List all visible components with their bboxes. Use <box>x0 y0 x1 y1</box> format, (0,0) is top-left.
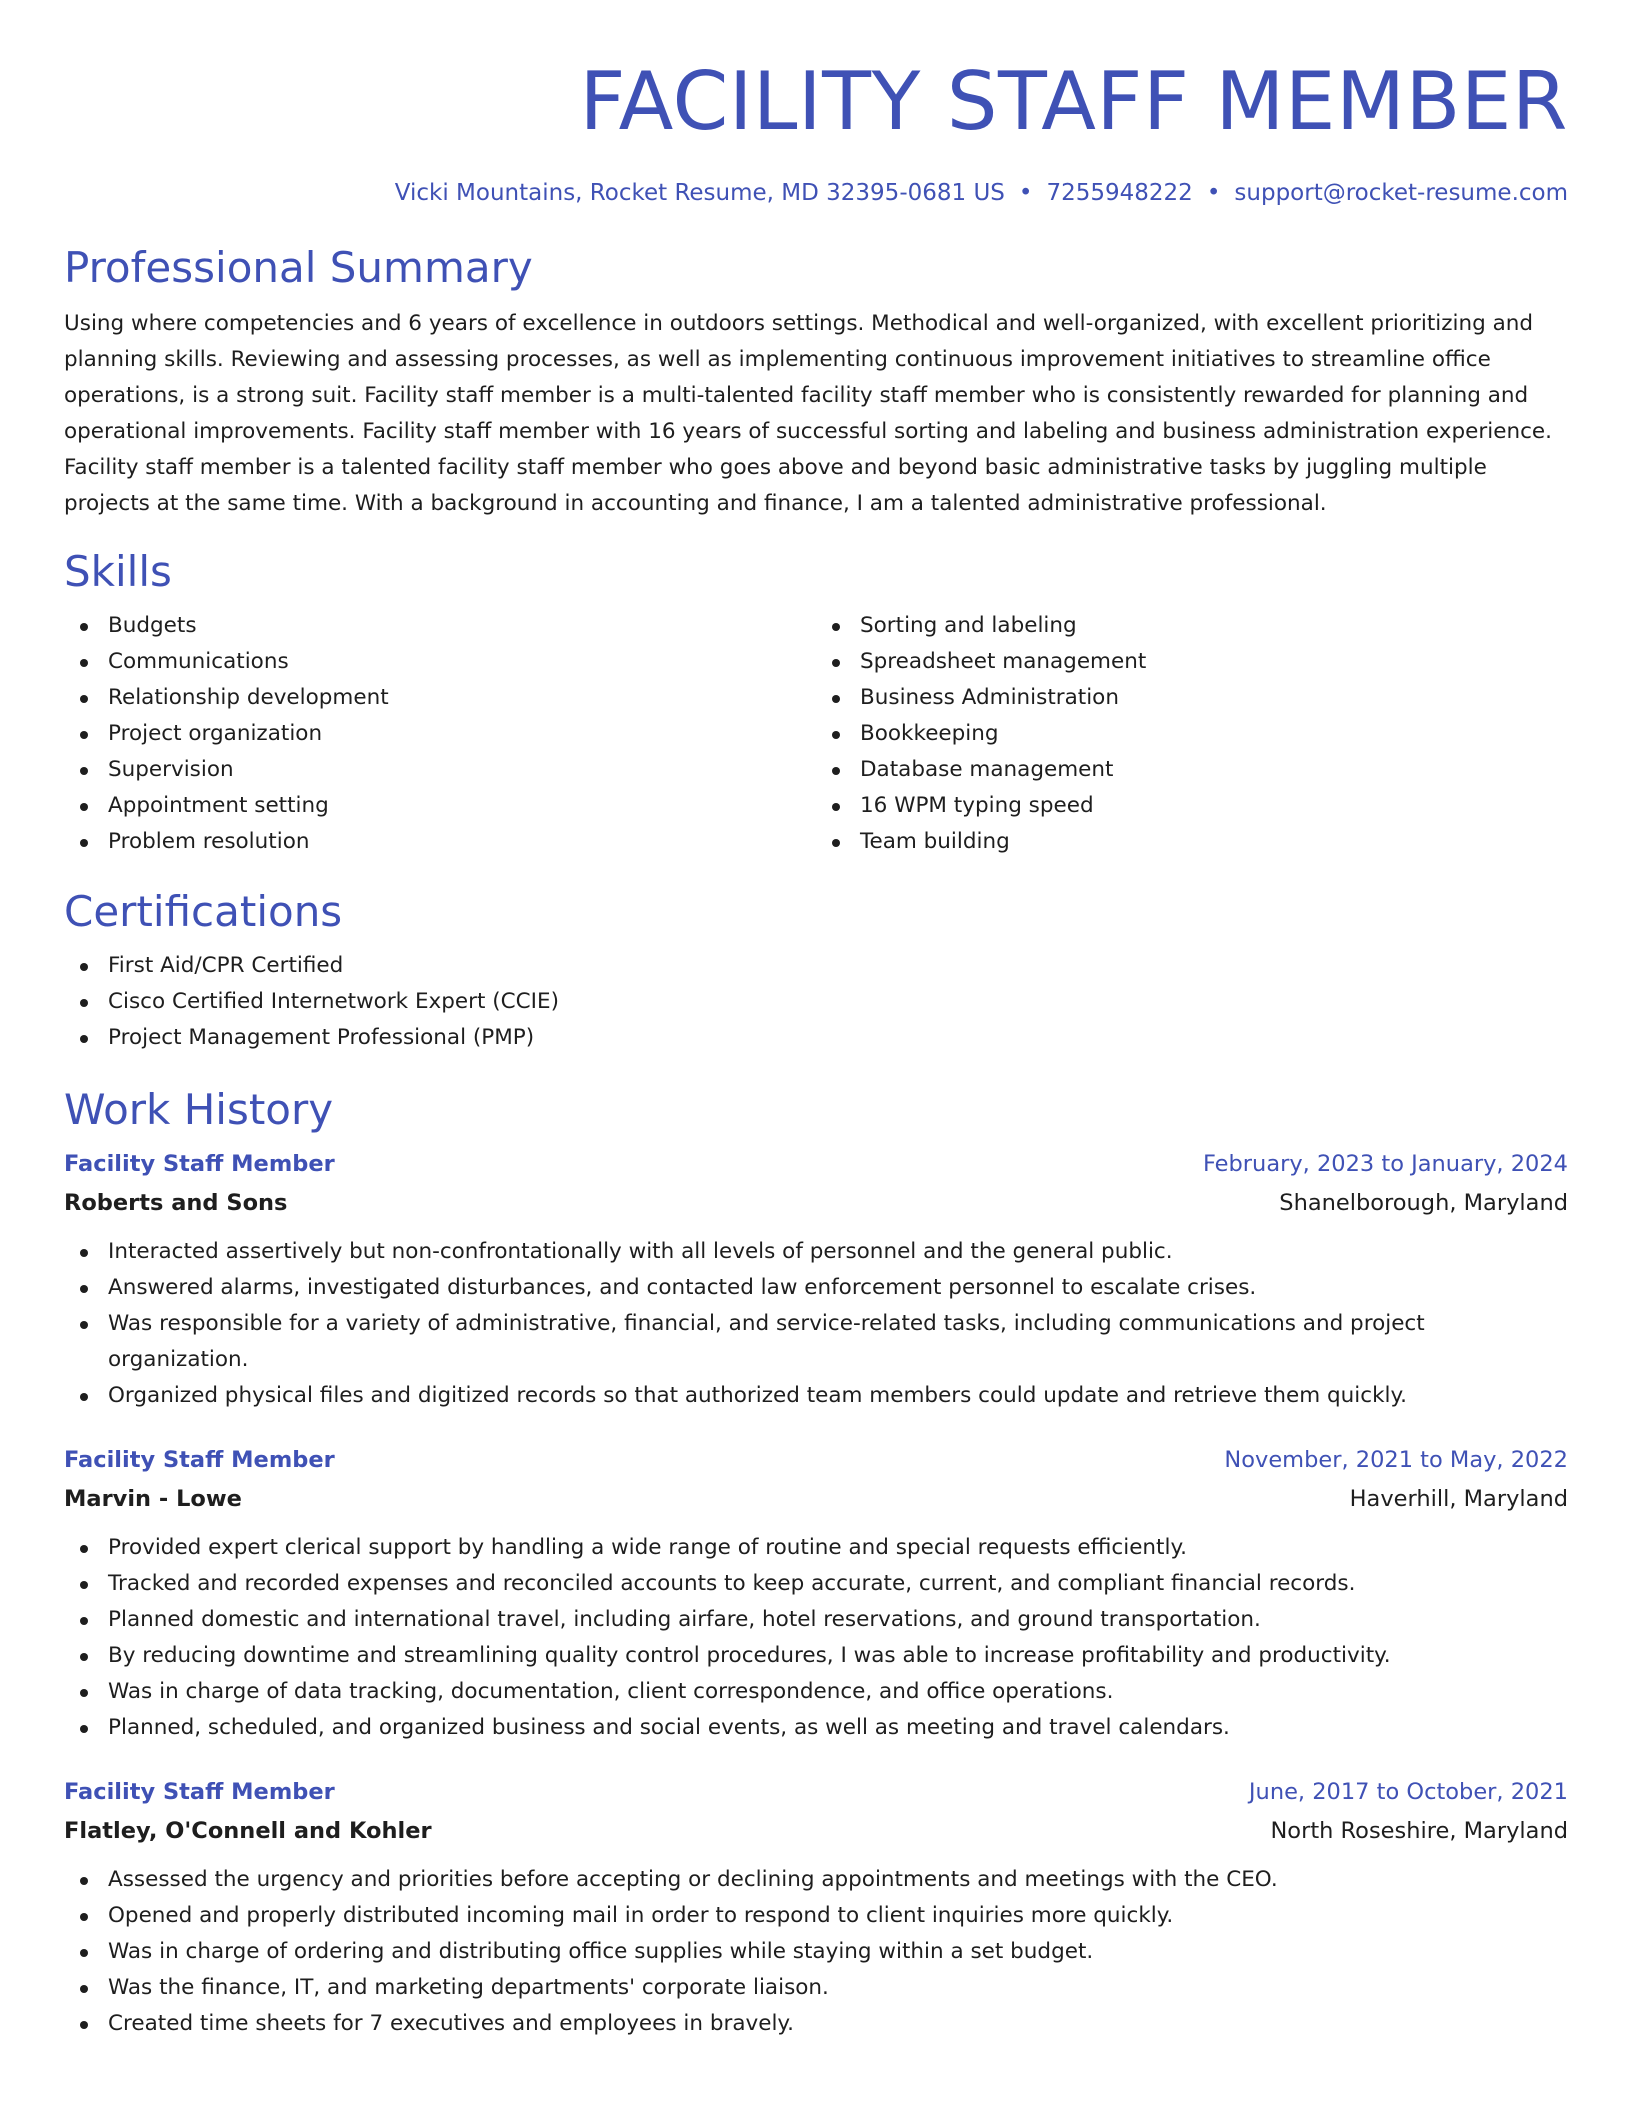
job-dates: November, 2021 to May, 2022 <box>1224 1447 1568 1473</box>
job-bullet: By reducing downtime and streamlining quality control procedures, I was able to increase profitability and productivity. <box>108 1638 1568 1674</box>
job-dates: February, 2023 to January, 2024 <box>1202 1151 1568 1177</box>
skill-item: Spreadsheet management <box>860 644 1568 680</box>
job-bullet: Interacted assertively but non-confrontationally with all levels of personnel and the general public. <box>108 1234 1568 1270</box>
skill-item: Project organization <box>108 716 816 752</box>
job-bullet: Answered alarms, investigated disturbances, and contacted law enforcement personnel to escalate crises. <box>108 1270 1568 1306</box>
skill-item: Sorting and labeling <box>860 608 1568 644</box>
skill-item: Budgets <box>108 608 816 644</box>
summary-heading: Professional Summary <box>64 243 533 292</box>
skill-item: Relationship development <box>108 680 816 716</box>
certification-item: Cisco Certified Internetwork Expert (CCIE) <box>108 984 1568 1020</box>
job-company: Flatley, O'Connell and Kohler <box>64 1818 432 1844</box>
job-company: Roberts and Sons <box>64 1190 288 1216</box>
skill-item: Database management <box>860 752 1568 788</box>
contact-separator: • <box>1018 180 1033 206</box>
job-title: Facility Staff Member <box>64 1151 335 1177</box>
job-title: Facility Staff Member <box>64 1779 335 1805</box>
job-dates: June, 2017 to October, 2021 <box>1248 1779 1568 1805</box>
skills-list-right <box>816 608 1568 860</box>
certifications-list <box>64 948 1568 1056</box>
skills-columns <box>64 608 1568 860</box>
job-bullet: Planned domestic and international travel, including airfare, hotel reservations, and ground transportation. <box>108 1602 1568 1638</box>
skill-item: Problem resolution <box>108 824 816 860</box>
skill-item: Business Administration <box>860 680 1568 716</box>
job-location: North Roseshire, Maryland <box>1270 1818 1568 1844</box>
job-bullet: Provided expert clerical support by handling a wide range of routine and special requests efficiently. <box>108 1530 1568 1566</box>
job-bullets <box>64 1530 1568 1746</box>
job-company-row <box>64 1480 1568 1518</box>
certifications-heading: Certifications <box>64 887 343 936</box>
resume-name: FACILITY STAFF MEMBER <box>579 55 1568 148</box>
job-bullet: Assessed the urgency and priorities before accepting or declining appointments and meetings with the CEO. <box>108 1862 1568 1898</box>
job-bullet: Planned, scheduled, and organized business and social events, as well as meeting and travel calendars. <box>108 1710 1568 1746</box>
summary-text: Using where competencies and 6 years of excellence in outdoors settings. Methodical and well-organized, with excellent prioritizing and planning skills. Reviewing and assessing processes, as well as implementing continuous improvement initiatives to streamline office operations, is a strong suit. Facility staff member is a multi-talented facility staff member who is consistently rewarded for planning and operational improvements. Facility staff member with 16 years of successful sorting and labeling and business administration experience. Facility staff member is a talented facility staff member who goes above and beyond basic administrative tasks by juggling multiple projects at the same time. With a background in accounting and finance, I am a talented administrative professional. <box>64 311 1552 516</box>
job-bullets <box>64 1234 1568 1414</box>
skill-item: Supervision <box>108 752 816 788</box>
contact-separator: • <box>1206 180 1221 206</box>
skill-item: Appointment setting <box>108 788 816 824</box>
job-company-row <box>64 1812 1568 1850</box>
contact-line <box>64 178 1568 208</box>
job-bullet: Opened and properly distributed incoming mail in order to respond to client inquiries more quickly. <box>108 1898 1568 1934</box>
job-bullet: Was responsible for a variety of administrative, financial, and service-related tasks, including communications and project organization. <box>108 1306 1568 1378</box>
job-location: Shanelborough, Maryland <box>1279 1190 1568 1216</box>
contact-phone: 7255948222 <box>1046 180 1193 206</box>
certification-item: Project Management Professional (PMP) <box>108 1020 1568 1056</box>
resume-header <box>64 0 1568 208</box>
contact-email[interactable]: support@rocket-resume.com <box>1234 180 1568 206</box>
job-entry <box>64 1772 1568 2042</box>
job-bullet: Tracked and recorded expenses and reconciled accounts to keep accurate, current, and compliant financial records. <box>108 1566 1568 1602</box>
resume-page <box>64 0 1568 2042</box>
job-header-row <box>64 1772 1568 1812</box>
contact-address: Vicki Mountains, Rocket Resume, MD 32395-0681 US <box>394 180 1005 206</box>
skill-item: Bookkeeping <box>860 716 1568 752</box>
certification-item: First Aid/CPR Certified <box>108 948 1568 984</box>
job-header-row <box>64 1144 1568 1184</box>
skill-item: Communications <box>108 644 816 680</box>
job-bullet: Was the finance, IT, and marketing departments' corporate liaison. <box>108 1970 1568 2006</box>
job-bullet: Created time sheets for 7 executives and employees in bravely. <box>108 2006 1568 2042</box>
job-company-row <box>64 1184 1568 1222</box>
job-title: Facility Staff Member <box>64 1447 335 1473</box>
job-header-row <box>64 1440 1568 1480</box>
job-company: Marvin - Lowe <box>64 1486 242 1512</box>
job-entry <box>64 1440 1568 1746</box>
skill-item: 16 WPM typing speed <box>860 788 1568 824</box>
job-location: Haverhill, Maryland <box>1349 1486 1568 1512</box>
work-history-heading: Work History <box>64 1085 334 1134</box>
job-entry <box>64 1144 1568 1414</box>
skills-list-left <box>64 608 816 860</box>
job-bullet: Was in charge of data tracking, documentation, client correspondence, and office operations. <box>108 1674 1568 1710</box>
job-bullet: Organized physical files and digitized records so that authorized team members could update and retrieve them quickly. <box>108 1378 1568 1414</box>
job-bullets <box>64 1862 1568 2042</box>
job-bullet: Was in charge of ordering and distributing office supplies while staying within a set budget. <box>108 1934 1568 1970</box>
skills-heading: Skills <box>64 547 172 596</box>
skill-item: Team building <box>860 824 1568 860</box>
